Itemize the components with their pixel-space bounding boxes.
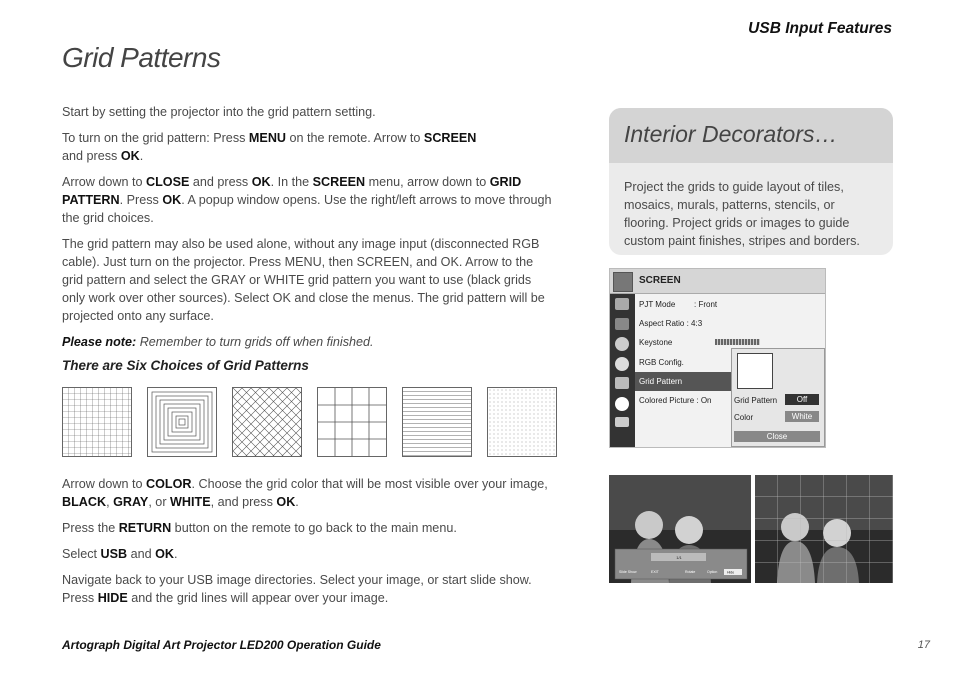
clock-icon bbox=[615, 357, 629, 371]
menu-row-pjt-mode: PJT Mode : Front bbox=[639, 300, 718, 309]
toolbar-counter: 1/1 bbox=[676, 555, 682, 560]
screen-icon bbox=[613, 272, 633, 292]
paragraph-arrow-close: Arrow down to CLOSE and press OK. In the SCREEN menu, arrow down to GRID PATTERN. Press OK. A popup window opens. Use the right/left arrows to move through the grid choices. bbox=[62, 175, 552, 225]
settings-icon bbox=[615, 377, 629, 389]
monitor-icon bbox=[615, 298, 629, 310]
screen-menu-screenshot bbox=[609, 268, 826, 448]
menu-row-rgb-config: RGB Config. bbox=[639, 358, 684, 367]
info-icon bbox=[615, 397, 629, 411]
menu-row-grid-pattern: Grid Pattern bbox=[639, 377, 683, 386]
page-title: Grid Patterns bbox=[62, 42, 221, 73]
paragraph-hide: Navigate back to your USB image directories. Select your image, or start slide show. Press HIDE and the grid lines will appear over your image. bbox=[62, 573, 532, 605]
popup-grid-label: Grid Pattern bbox=[734, 396, 778, 405]
pattern-fine-grid bbox=[62, 387, 132, 457]
page-number: 17 bbox=[917, 639, 930, 651]
paragraph-return: Press the RETURN button on the remote to go back to the main menu. bbox=[62, 521, 457, 535]
paragraph-alone: The grid pattern may also be used alone, without any image input (disconnected RGB cable). Just turn on the projector. Press MENU, then SCREEN, and OK. Arrow to the grid pattern and select the GRAY or WHITE grid pattern you want to use (black grids only work over other sources). Select OK and close the menus. The grid pattern will be projected onto any surface. bbox=[62, 237, 545, 323]
popup-grid-value: Off bbox=[785, 394, 819, 405]
sound-icon bbox=[615, 337, 629, 351]
menu-row-keystone: Keystone bbox=[639, 338, 673, 347]
menu-row-aspect-ratio: Aspect Ratio : 4:3 bbox=[639, 319, 703, 328]
interior-decorators-box bbox=[609, 108, 893, 255]
footer-guide-title: Artograph Digital Art Projector LED200 Operation Guide bbox=[62, 638, 381, 652]
popup-color-value: White bbox=[785, 411, 819, 422]
choices-heading: There are Six Choices of Grid Patterns bbox=[62, 358, 309, 373]
sidebox-text: Project the grids to guide layout of tiles, mosaics, murals, patterns, stencils, or flooring. Project grids or images to guide custom paint finishes, stripes and borders. bbox=[624, 180, 860, 248]
photo-children-toolbar bbox=[609, 475, 751, 583]
menu-row-colored-picture: Colored Picture : On bbox=[639, 396, 712, 405]
keystone-slider bbox=[715, 339, 760, 345]
pattern-horizontal-lines bbox=[402, 387, 472, 457]
grid-pattern-popup bbox=[731, 348, 825, 447]
photo-children-grid-overlay bbox=[755, 475, 893, 583]
paragraph-color: Arrow down to COLOR. Choose the grid color that will be most visible over your image, BLACK, GRAY, or WHITE, and press OK. bbox=[62, 477, 548, 509]
usb-icon bbox=[615, 417, 629, 427]
paragraph-intro: Start by setting the projector into the grid pattern setting. bbox=[62, 105, 376, 119]
toolbar-rotate: Rotate bbox=[685, 570, 696, 574]
toolbar-exit: EXIT bbox=[651, 570, 659, 574]
paragraph-turn-on: To turn on the grid pattern: Press MENU on the remote. Arrow to SCREEN and press OK. bbox=[62, 131, 477, 163]
section-header: USB Input Features bbox=[748, 20, 892, 37]
pattern-diagonal-grid bbox=[232, 387, 302, 457]
pattern-preview bbox=[737, 353, 773, 389]
pattern-coarse-grid bbox=[317, 387, 387, 457]
menu-title: SCREEN bbox=[639, 275, 681, 286]
pattern-concentric-squares bbox=[147, 387, 217, 457]
paragraph-usb: Select USB and OK. bbox=[62, 547, 178, 561]
popup-color-label: Color bbox=[734, 413, 754, 422]
toolbar-slideshow: Slide Show bbox=[619, 570, 637, 574]
popup-close-button: Close bbox=[734, 431, 820, 442]
sidebox-title: Interior Decorators… bbox=[609, 108, 893, 163]
pattern-dots bbox=[487, 387, 557, 457]
body-column-top bbox=[62, 103, 554, 359]
toolbar-hide: Hide bbox=[727, 570, 735, 575]
picture-icon bbox=[615, 318, 629, 330]
body-column-bottom bbox=[62, 475, 554, 615]
menu-icon-strip bbox=[610, 294, 635, 447]
please-note: Please note: Remember to turn grids off when finished. bbox=[62, 335, 374, 349]
toolbar-option: Option bbox=[707, 570, 718, 574]
